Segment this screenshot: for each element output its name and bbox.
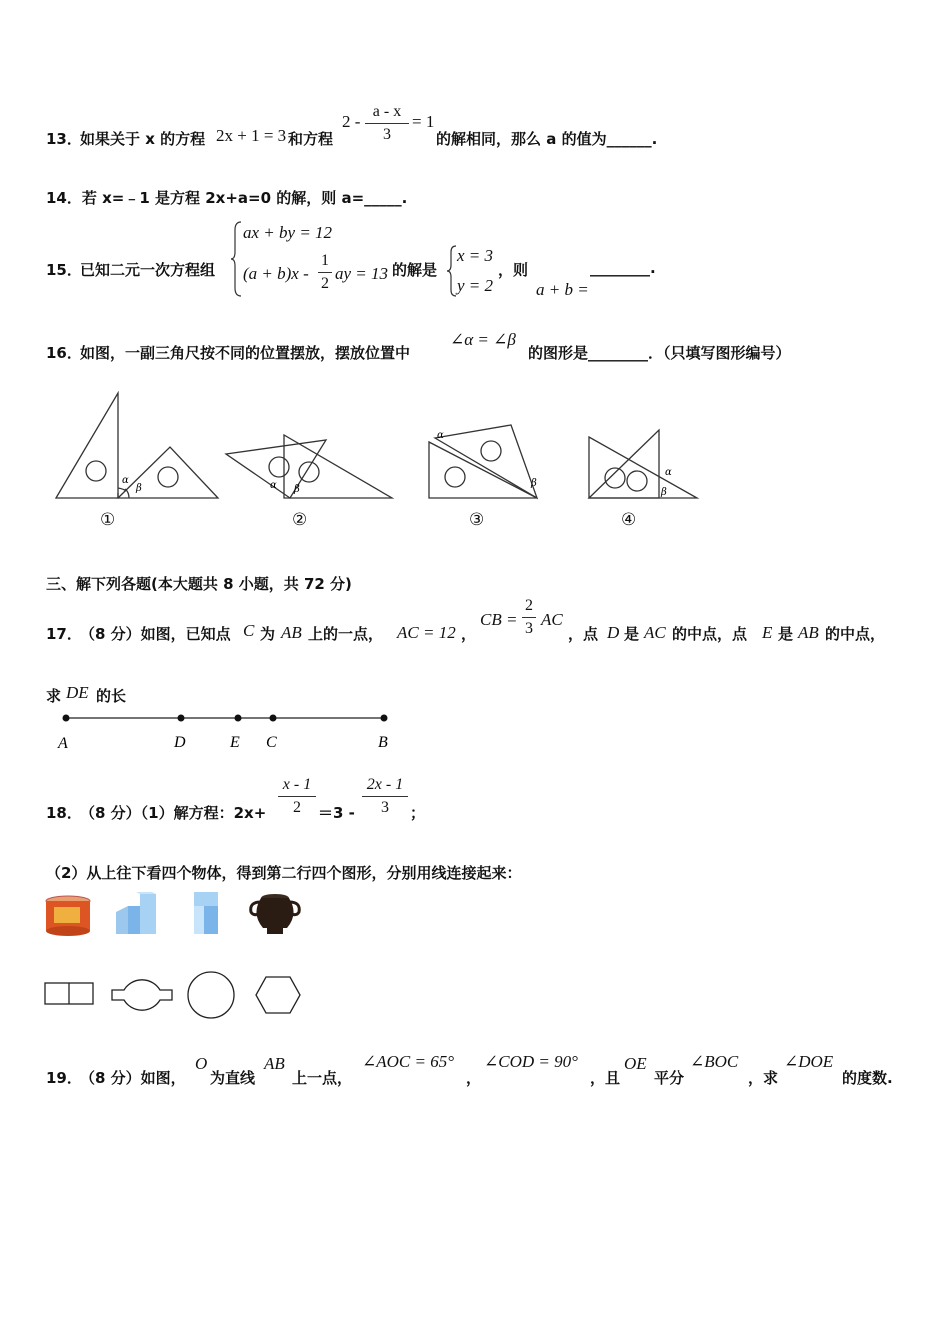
q19-number: 19． <box>46 1069 82 1087</box>
q18-fraction-1 <box>278 776 316 817</box>
q15-system-line-2a: (a + b)x - <box>243 264 309 283</box>
q17-cb: CB = <box>480 610 518 629</box>
fig3-beta: β <box>531 478 537 489</box>
q13-fraction-num: a - x <box>372 103 402 120</box>
q17-text-5: 是 <box>624 625 640 643</box>
q17-segment-de: DE <box>66 683 89 702</box>
point-d-label: D <box>174 734 186 751</box>
q19-angle-boc: ∠BOC <box>690 1052 739 1071</box>
figure-label-3: ③ <box>469 510 485 529</box>
object-l-block <box>112 890 164 938</box>
q17-text-6: 的中点，点 <box>672 625 748 643</box>
q17-point-e: E <box>762 623 773 642</box>
fig1-beta: β <box>136 483 142 494</box>
q19-text-6: ，求 <box>748 1069 779 1087</box>
q18-f2-den: 3 <box>381 799 389 816</box>
view-circle <box>186 971 238 1023</box>
q17-text-4: ，点 <box>568 625 599 643</box>
q17-text-2: 为 <box>260 625 276 643</box>
point-b-dot <box>381 715 388 722</box>
q19-text-4: ，且 <box>590 1069 621 1087</box>
q18-end: ； <box>410 804 426 822</box>
point-c-label: C <box>266 734 277 751</box>
q19-text-7: 的度数. <box>842 1069 893 1087</box>
q17-point-d: D <box>607 623 620 642</box>
q18-number: 18． <box>46 804 82 822</box>
triangle-figure-1 <box>50 385 225 510</box>
q16-number: 16． <box>46 344 82 362</box>
q19-comma: ， <box>466 1069 482 1087</box>
q16-text-1: 如图，一副三角尺按不同的位置摆放，摆放位置中 <box>80 344 411 362</box>
object-pot <box>247 890 303 938</box>
q17-ac-value: AC = 12 <box>397 623 456 642</box>
q15-expression: a + b = <box>536 280 589 299</box>
q19-point-o: O <box>195 1054 208 1073</box>
q13-equation-1: 2x + 1 = 3 <box>216 126 287 145</box>
fig2-alpha: α <box>270 480 277 491</box>
figure-label-4: ④ <box>621 510 637 529</box>
q17-comma: ， <box>461 625 477 643</box>
q15-half-num: 1 <box>321 252 329 269</box>
q13-text-2: 和方程 <box>288 130 334 148</box>
q17-text-8: 的中点， <box>825 625 886 643</box>
point-b-label: B <box>378 734 388 751</box>
q18-f1-num: x - 1 <box>282 776 312 793</box>
fig4-beta: β <box>661 487 667 498</box>
view-two-rectangles <box>44 980 96 1006</box>
q17-text-3: 上的一点， <box>308 625 384 643</box>
q15-number: 15． <box>46 261 82 279</box>
q19-angle-cod: ∠COD = 90° <box>484 1052 578 1071</box>
point-a-dot <box>63 715 70 722</box>
fig4-alpha: α <box>665 467 672 478</box>
q17-line2-a: 求 <box>46 687 62 705</box>
point-c-dot <box>270 715 277 722</box>
object-cylinder-can <box>44 893 94 938</box>
q19-angle-aoc: ∠AOC = 65° <box>362 1052 455 1071</box>
q17-fraction-num: 2 <box>525 597 533 614</box>
q17-line2-b: 的长 <box>96 687 127 705</box>
point-e-label: E <box>230 734 240 751</box>
q17-ac-2: AC <box>541 610 563 629</box>
q15-half-fraction <box>318 252 332 293</box>
q13-number: 13． <box>46 130 82 148</box>
section-3-title: 三、解下列各题(本大题共 8 小题，共 72 分) <box>46 575 352 593</box>
q19-ray-oe: OE <box>624 1054 647 1073</box>
q19-text-2: 为直线 <box>210 1069 256 1087</box>
q19-angle-doe: ∠DOE <box>784 1052 834 1071</box>
q17-segment-diagram <box>50 708 410 758</box>
triangle-figure-2 <box>222 430 397 505</box>
q15-system-line-2b: ay = 13 <box>335 264 389 283</box>
figure-label-1: ① <box>100 510 116 529</box>
q19-line-ab: AB <box>264 1054 285 1073</box>
q17-point-c: C <box>243 621 255 640</box>
triangle-figure-3 <box>425 420 545 505</box>
q13-equation-2-rhs: = 1 <box>412 112 435 131</box>
q19-text-5: 平分 <box>654 1069 685 1087</box>
q18-part-2: （2）从上往下看四个物体，得到第二行四个图形，分别用线连接起来： <box>46 864 522 882</box>
fig2-beta: β <box>294 484 300 495</box>
q17-number: 17． <box>46 625 82 643</box>
q15-text-2: 的解是 <box>392 261 438 279</box>
q18-mid: ＝3 - <box>318 804 355 822</box>
q17-text-1: （8 分）如图，已知点 <box>80 625 231 643</box>
point-d-dot <box>178 715 185 722</box>
q18-text-1: （8 分）（1）解方程：2x+ <box>80 804 267 822</box>
view-hexagon <box>254 975 302 1017</box>
q15-half-den: 2 <box>321 275 329 292</box>
point-a-label: A <box>58 735 68 752</box>
q17-segment-ab-2: AB <box>798 623 819 642</box>
q13-fraction-den: 3 <box>383 126 391 143</box>
q17-text-7: 是 <box>778 625 794 643</box>
q18-f2-num: 2x - 1 <box>366 776 404 793</box>
q15-system-line-1: ax + by = 12 <box>243 223 333 242</box>
q16-angle-expression: ∠α = ∠β <box>450 330 516 349</box>
q13-text-1: 如果关于 x 的方程 <box>80 130 206 148</box>
fig1-alpha: α <box>122 475 129 486</box>
q18-f1-den: 2 <box>293 799 301 816</box>
question-14: 14．若 x=﹣1 是方程 2x+a=0 的解，则 a=_____. <box>46 189 408 207</box>
q13-fraction <box>365 103 409 144</box>
q19-text-1: （8 分）如图， <box>80 1069 186 1087</box>
q15-text-1: 已知二元一次方程组 <box>80 261 216 279</box>
q18-fraction-2 <box>362 776 408 817</box>
q15-blank: ________. <box>590 259 656 277</box>
q13-text-3: 的解相同，那么 a 的值为______. <box>436 130 658 148</box>
q16-text-2: 的图形是________．（只填写图形编号） <box>528 344 791 362</box>
view-circle-with-tabs <box>108 975 176 1017</box>
q15-system-brace <box>231 220 243 298</box>
q15-text-3: ，则 <box>498 261 529 279</box>
q15-solution-brace <box>447 245 457 297</box>
fig3-alpha: α <box>437 430 444 441</box>
figure-label-2: ② <box>292 510 308 529</box>
q15-solution-y: y = 2 <box>457 276 494 295</box>
q17-segment-ac: AC <box>644 623 666 642</box>
q17-fraction-den: 3 <box>525 620 533 637</box>
q19-text-3: 上一点， <box>292 1069 353 1087</box>
object-step-block <box>190 890 230 938</box>
q17-segment-ab: AB <box>281 623 302 642</box>
point-e-dot <box>235 715 242 722</box>
q15-solution-x: x = 3 <box>457 246 494 265</box>
triangle-figure-4 <box>585 425 705 505</box>
q17-fraction <box>522 597 536 638</box>
q13-equation-2-lead: 2 - <box>342 112 361 131</box>
